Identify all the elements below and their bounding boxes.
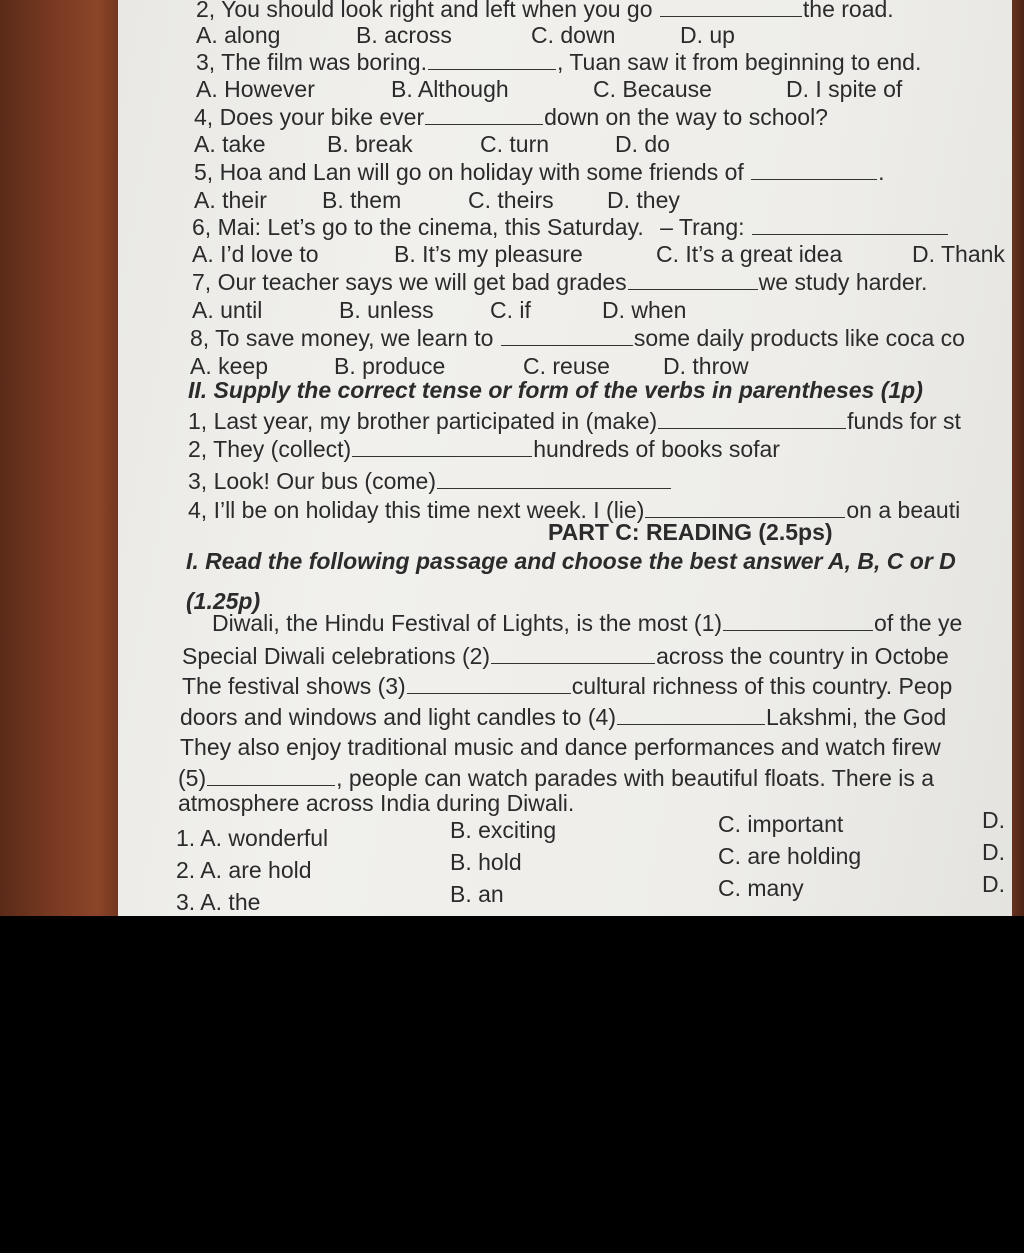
passage-line-5: They also enjoy traditional music and dance performances and watch firew	[180, 734, 941, 760]
black-letterbox	[0, 916, 1024, 1253]
question-4: 4, Does your bike ever down on the way to school?	[194, 104, 828, 130]
answer-blank[interactable]	[658, 410, 846, 429]
verb-item-3: 3, Look! Our bus (come)	[188, 468, 672, 494]
desk-surface-left	[0, 0, 122, 916]
passage-line-7: atmosphere across India during Diwali.	[178, 790, 575, 816]
part-c-title: PART C: READING (2.5ps)	[548, 519, 833, 545]
question-6: 6, Mai: Let’s go to the cinema, this Saturday. – Trang:	[192, 214, 949, 240]
answer-blank[interactable]	[425, 106, 543, 125]
passage-line-3: The festival shows (3) cultural richness of this country. Peop	[182, 673, 953, 699]
verb-item-4: 4, I’ll be on holiday this time next week. I (lie) on a beauti	[188, 497, 961, 523]
question-3: 3, The film was boring. , Tuan saw it from beginning to end.	[196, 49, 922, 75]
section-i-points: (1.25p)	[186, 588, 261, 614]
question-8: 8, To save money, we learn to some daily products like coca co	[190, 325, 965, 351]
answer-blank[interactable]	[752, 216, 948, 235]
section-ii-heading: II. Supply the correct tense or form of the verbs in parentheses (1p)	[188, 377, 923, 403]
question-7: 7, Our teacher says we will get bad grades we study harder.	[192, 269, 928, 295]
question-5: 5, Hoa and Lan will go on holiday with some friends of .	[194, 159, 885, 185]
passage-line-6: (5) , people can watch parades with beautiful floats. There is a	[178, 765, 935, 791]
passage-line-1: Diwali, the Hindu Festival of Lights, is the most (1) of the ye	[212, 610, 963, 636]
answer-blank[interactable]	[660, 0, 802, 17]
answer-blank[interactable]	[751, 161, 877, 180]
answer-blank[interactable]	[437, 470, 671, 489]
passage-line-4: doors and windows and light candles to (4) Lakshmi, the God	[180, 704, 947, 730]
answer-blank[interactable]	[723, 612, 873, 631]
answer-blank[interactable]	[407, 675, 571, 694]
question-2: 2, You should look right and left when you go the road.	[196, 0, 894, 22]
passage-line-2: Special Diwali celebrations (2) across the country in Octobe	[182, 643, 949, 669]
answer-blank[interactable]	[207, 767, 335, 786]
section-i-heading: I. Read the following passage and choose the best answer A, B, C or D	[186, 548, 956, 574]
answer-blank[interactable]	[491, 645, 655, 664]
answer-blank[interactable]	[617, 706, 765, 725]
answer-blank[interactable]	[628, 271, 758, 290]
answer-blank[interactable]	[645, 499, 845, 518]
answer-blank[interactable]	[428, 51, 556, 70]
desk-surface-right	[1010, 0, 1024, 916]
answer-blank[interactable]	[352, 438, 532, 457]
verb-item-2: 2, They (collect) hundreds of books sofar	[188, 436, 780, 462]
worksheet-page: 2, You should look right and left when you go the road. A. along B. across C. down D. up 3, The film was boring. , Tuan saw it from beginning to end. A. However B. Although C. Because D. I spite of 4, Does your bike ever down on the way to school? A. take B. break C. turn D. do 5, Hoa and Lan will go on holiday with some friends of . A. their B. them C. theirs D. they 6, Mai: Let’s go to the cinema, this Saturday. – Trang: A. I’d love to B. It’s my pleasure C. It’s a great idea D. Thank 7, Our teacher says we will get bad grades we study harder. A. until B. unless C. if D. when 8, To save money, we learn to some daily products like coca co A. keep B. produce C. reuse D. throw II. Supply the correct tense or form of the verbs in parentheses (1p) 1, Last year, my brother participated in (make) funds for st 2, They (collect) hundreds of books sofar 3, Look! Our bus (come) 4, I’ll be on holiday this time next week. I (lie) on a beauti PART C: READING (2.5ps) I. Read the following passage and choose the best answer A, B, C or D (1.25p) Diwali, the Hindu Festival of Lights, is the most (1) of the ye Special Diwali celebrations (2) across the country in Octobe The festival shows (3) cultural richness of this country. Peop doors and windows and light candles to (4) Lakshmi, the God They also enjoy traditional music and dance performances and watch firew (5) , people can watch parades with beautiful floats. There is a atmosphere across India during Diwali. 1. A. wonderful B. exciting C. important D. 2. A. are hold B. hold C. are holding D. 3. A. the B. an C. many D.	[118, 0, 1012, 916]
verb-item-1: 1, Last year, my brother participated in (make) funds for st	[188, 408, 961, 434]
answer-blank[interactable]	[501, 327, 633, 346]
